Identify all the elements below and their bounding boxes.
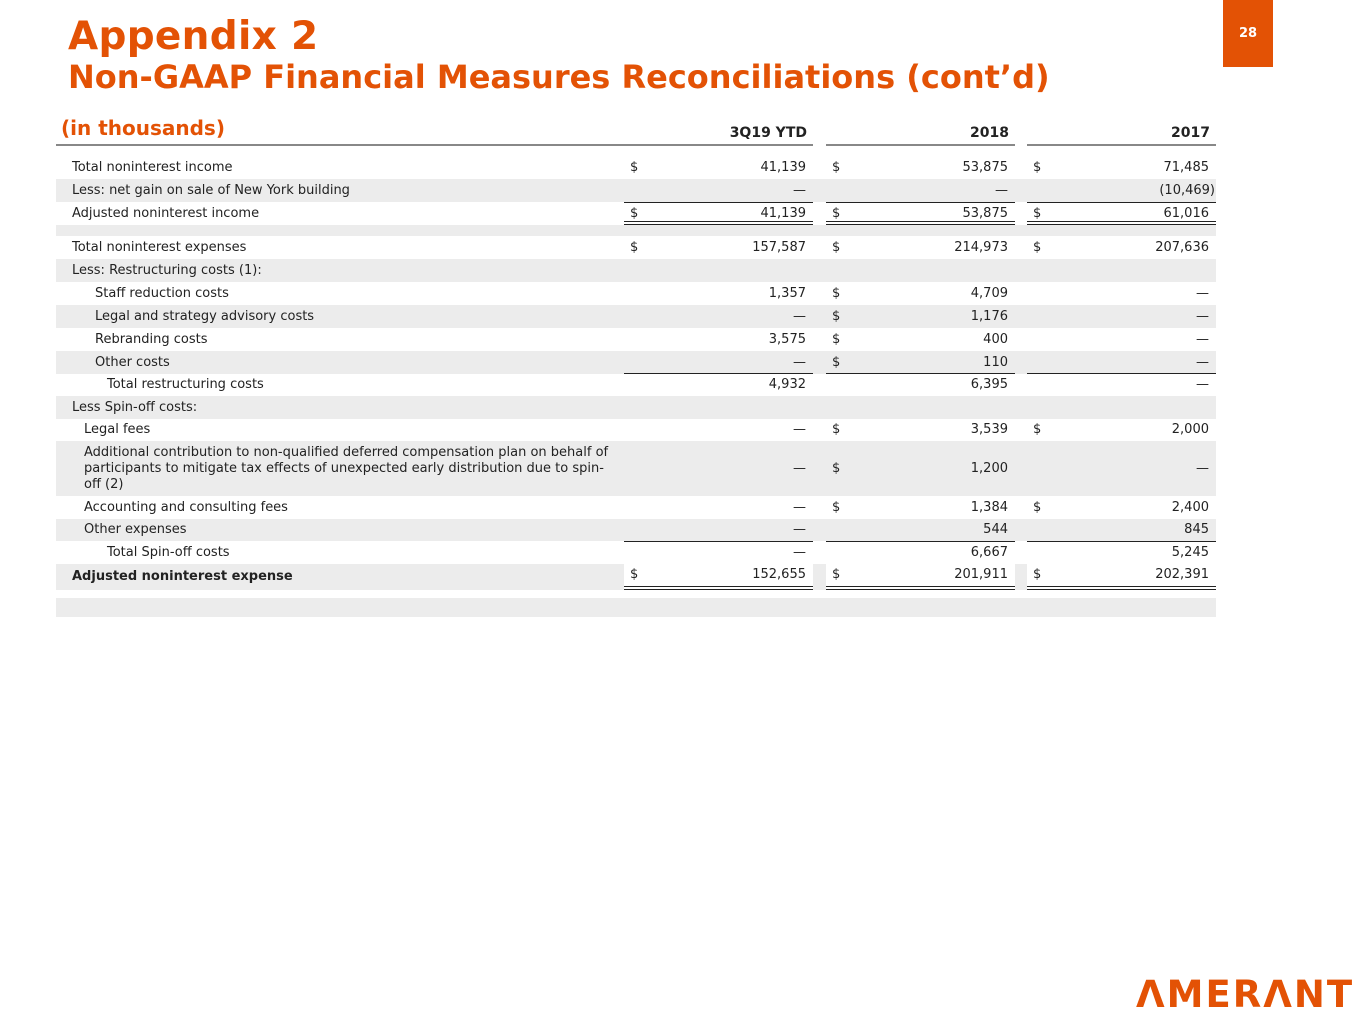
table-row (56, 282, 1216, 305)
value-2018: 544 (983, 522, 1008, 537)
value-3q19: — (793, 308, 806, 324)
value-2018: 201,911 (954, 566, 1008, 582)
row-label: Rebranding costs (95, 331, 208, 347)
table-row (56, 373, 1216, 396)
value-3q19: 3,575 (768, 331, 806, 347)
value-2017: 202,391 (1155, 566, 1209, 582)
value-2017: 207,636 (1155, 239, 1209, 255)
dollar-sign: $ (1033, 422, 1042, 437)
dollar-sign: $ (832, 566, 841, 582)
dollar-sign: $ (832, 354, 841, 370)
value-2017: 845 (1184, 522, 1209, 537)
value-3q19: — (793, 182, 806, 198)
dollar-sign: $ (1033, 239, 1042, 255)
table-row (56, 564, 1216, 590)
spacer-row (56, 225, 1216, 236)
value-2018: 6,395 (970, 376, 1008, 392)
table-row (56, 179, 1216, 202)
dollar-sign: $ (1033, 566, 1042, 582)
value-3q19: 41,139 (760, 205, 806, 221)
value-2018: 1,384 (970, 499, 1008, 515)
row-label: Total noninterest expenses (72, 239, 247, 255)
value-2017: — (1196, 354, 1209, 370)
dollar-sign: $ (832, 285, 841, 301)
column-header-2017: 2017 (1027, 124, 1216, 146)
table-row (56, 259, 1216, 282)
table-row (56, 236, 1216, 259)
table-row (56, 541, 1216, 564)
table-row (56, 441, 1216, 496)
table-row (56, 305, 1216, 328)
table-row (56, 496, 1216, 519)
row-label: Less: Restructuring costs (1): (72, 262, 262, 278)
value-2018: 1,176 (970, 308, 1008, 324)
value-2018: 214,973 (954, 239, 1008, 255)
dollar-sign: $ (1033, 159, 1042, 175)
row-label: Other expenses (84, 522, 187, 537)
table-row (56, 202, 1216, 225)
header-divider (56, 144, 624, 146)
value-2018: — (995, 182, 1008, 198)
row-label: Accounting and consulting fees (84, 499, 288, 515)
column-header-3q19-ytd: 3Q19 YTD (624, 124, 813, 146)
dollar-sign: $ (832, 205, 841, 221)
value-2018: 1,200 (970, 460, 1008, 476)
value-2018: 400 (983, 331, 1008, 347)
page-number-badge: 28 (1223, 0, 1273, 67)
row-label: Legal and strategy advisory costs (95, 308, 315, 324)
page-title: Appendix 2 (68, 14, 319, 59)
dollar-sign: $ (630, 205, 639, 221)
value-3q19: — (793, 422, 806, 437)
value-2017: — (1196, 308, 1209, 324)
dollar-sign: $ (832, 499, 841, 515)
value-3q19: 152,655 (752, 566, 806, 582)
row-label: Adjusted noninterest expense (72, 569, 293, 584)
table-row (56, 419, 1216, 441)
row-label: Legal fees (84, 422, 151, 437)
table-row (56, 396, 1216, 419)
dollar-sign: $ (630, 159, 639, 175)
value-2018: 6,667 (970, 544, 1008, 560)
table-row (56, 519, 1216, 541)
value-2017: 61,016 (1163, 205, 1209, 221)
row-label: Additional contribution to non-qualified deferred compensation plan on behalf of participants to mitigate tax effects of unexpected early distribution due to spin-off (2) (84, 444, 609, 492)
row-label: Other costs (95, 354, 170, 370)
dollar-sign: $ (630, 239, 639, 255)
value-3q19: 41,139 (760, 159, 806, 175)
value-2018: 3,539 (970, 422, 1008, 437)
row-label: Adjusted noninterest income (72, 205, 260, 221)
value-2017: — (1196, 460, 1209, 476)
value-2017: 2,400 (1171, 499, 1209, 515)
amerant-logo: ΛMERΛNT (1136, 973, 1355, 1016)
table-row (56, 351, 1216, 374)
value-2017: 5,245 (1171, 544, 1209, 560)
row-label: Staff reduction costs (95, 285, 229, 301)
table-row (56, 328, 1216, 351)
value-3q19: — (793, 544, 806, 560)
value-2018: 4,709 (970, 285, 1008, 301)
column-header-2018: 2018 (826, 124, 1015, 146)
dollar-sign: $ (832, 159, 841, 175)
row-label: Total Spin-off costs (107, 544, 230, 560)
dollar-sign: $ (1033, 205, 1042, 221)
row-label: Total restructuring costs (107, 376, 264, 392)
value-2017: (10,469) (1159, 182, 1215, 198)
units-label: (in thousands) (61, 116, 225, 140)
value-3q19: — (793, 460, 806, 476)
value-3q19: — (793, 522, 806, 537)
dollar-sign: $ (832, 308, 841, 324)
value-2017: — (1196, 331, 1209, 347)
dollar-sign: $ (832, 422, 841, 437)
dollar-sign: $ (832, 239, 841, 255)
value-3q19: — (793, 354, 806, 370)
value-2017: — (1196, 285, 1209, 301)
value-3q19: — (793, 499, 806, 515)
value-3q19: 157,587 (752, 239, 806, 255)
page-subtitle: Non-GAAP Financial Measures Reconciliations (cont’d) (68, 58, 1050, 96)
value-3q19: 1,357 (768, 285, 806, 301)
value-2017: — (1196, 376, 1209, 392)
row-label: Less: net gain on sale of New York building (72, 182, 350, 198)
value-2017: 71,485 (1163, 159, 1209, 175)
dollar-sign: $ (630, 566, 639, 582)
value-2018: 53,875 (962, 205, 1008, 221)
spacer-row (56, 598, 1216, 617)
value-3q19: 4,932 (768, 376, 806, 392)
row-label: Less Spin-off costs: (72, 399, 198, 415)
value-2017: 2,000 (1171, 422, 1209, 437)
dollar-sign: $ (832, 460, 841, 476)
dollar-sign: $ (1033, 499, 1042, 515)
table-row (56, 156, 1216, 179)
value-2018: 53,875 (962, 159, 1008, 175)
row-label: Total noninterest income (72, 159, 233, 175)
value-2018: 110 (983, 354, 1008, 370)
dollar-sign: $ (832, 331, 841, 347)
